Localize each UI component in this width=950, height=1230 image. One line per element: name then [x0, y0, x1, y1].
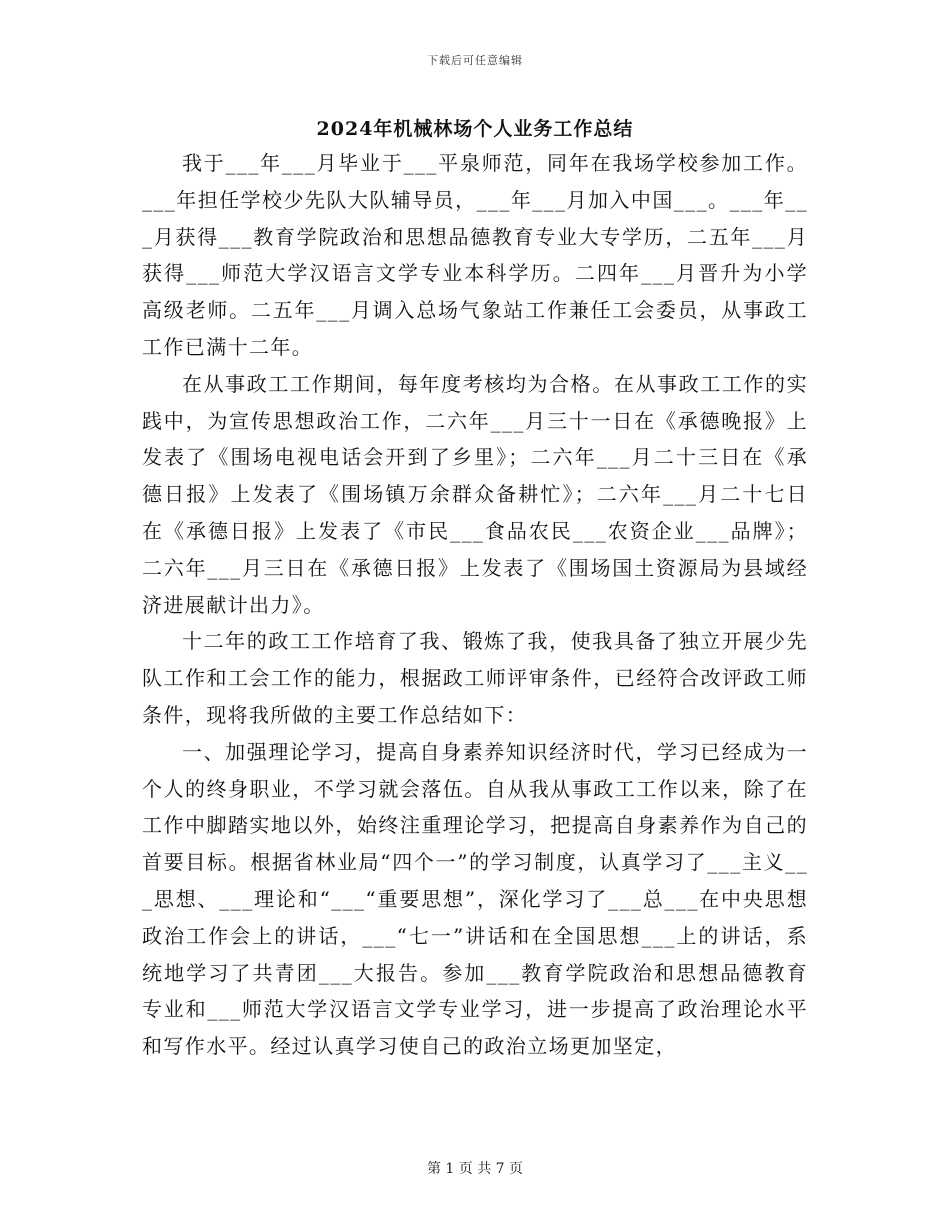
page-number-footer: 第 1 页 共 7 页 [426, 1161, 524, 1177]
paragraph-4: 一、加强理论学习，提高自身素养知识经济时代，学习已经成为一个人的终身职业，不学习就会落伍。自从我从事政工工作以来，除了在工作中脚踏实地以外，始终注重理论学习，把提高自身素养作为自己的首要目标。根据省林业局“四个一”的学习制度，认真学习了___主义___思想、___理论和“___“重要思想”，深化学习了___总___在中央思想政治工作会上的讲话，___“七一”讲话和在全国思想___上的讲话，系统地学习了共青团___大报告。参加___教育学院政治和思想品德教育专业和___师范大学汉语言文学专业学习，进一步提高了政治理论水平和写作水平。经过认真学习使自己的政治立场更加坚定， [142, 739, 808, 1059]
paragraph-3: 十二年的政工工作培育了我、锻炼了我，使我具备了独立开展少先队工作和工会工作的能力，根据政工师评审条件，已经符合改评政工师条件，现将我所做的主要工作总结如下： [142, 629, 808, 727]
paragraph-1: 我于___年___月毕业于___平泉师范，同年在我场学校参加工作。___年担任学校少先队大队辅导员，___年___月加入中国___。___年___月获得___教育学院政治和思想品德教育专业大专学历，二五年___月获得___师范大学汉语言文学专业本科学历。二四年___月晋升为小学高级老师。二五年___月调入总场气象站工作兼任工会委员，从事政工工作已满十二年。 [142, 151, 808, 359]
paragraph-2: 在从事政工工作期间，每年度考核均为合格。在从事政工工作的实践中，为宣传思想政治工作，二六年___月三十一日在《承德晚报》上发表了《围场电视电话会开到了乡里》；二六年___月二十三日在《承德日报》上发表了《围场镇万余群众备耕忙》；二六年___月二十七日在《承德日报》上发表了《市民___食品农民___农资企业___品牌》；二六年___月三日在《承德日报》上发表了《围场国土资源局为县域经济进展献计出力》。 [142, 371, 808, 617]
page-header: 下载后可任意编辑 [427, 54, 523, 67]
document-body [142, 145, 808, 1065]
document-title: 2024年机械林场个人业务工作总结 [316, 118, 634, 140]
